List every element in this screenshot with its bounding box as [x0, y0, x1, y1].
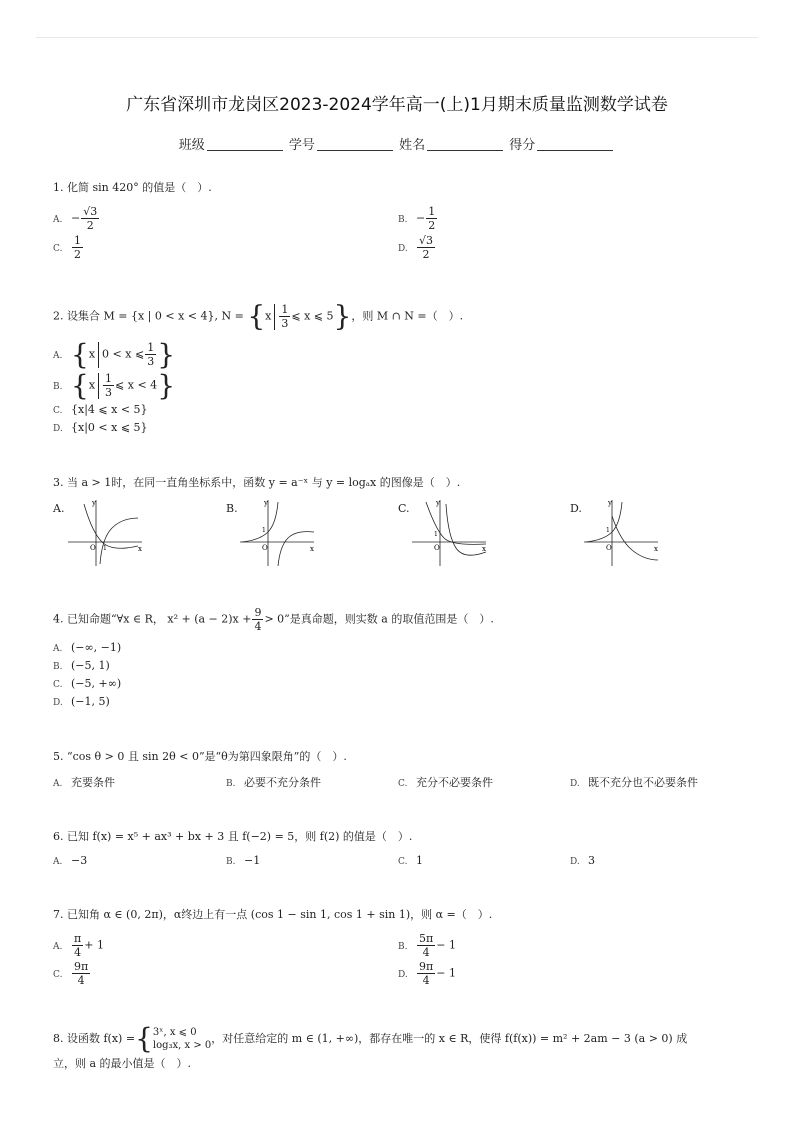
question-8-continued: 立，则 a 的最小值是（ ）.: [53, 1057, 192, 1070]
q4-option-d[interactable]: D. (−1, 5): [53, 695, 110, 708]
name-blank[interactable]: [427, 140, 503, 151]
question-3: 3. 当 a > 1时，在同一直角坐标系中，函数 y = a⁻ˣ 与 y = logₐx 的图像是（ ）.: [53, 476, 461, 489]
q4-option-b[interactable]: B. (−5, 1): [53, 659, 110, 672]
q6-option-a[interactable]: A. −3: [53, 854, 88, 867]
q7-option-d[interactable]: D. $\frac{9\pi}{4}$ − 1: [398, 960, 456, 987]
q3-a-y-label: y: [92, 499, 96, 507]
q6-option-b[interactable]: B. −1: [226, 854, 261, 867]
q3-a-x-label: x: [138, 545, 142, 553]
q3-a-origin-label: O: [90, 544, 96, 552]
question-2: 2. 设集合 M = {x | 0 < x < 4}, N = {x $\frac{1}{3}$ ⩽ x ⩽ 5}，则 M ∩ N =（ ）.: [53, 299, 464, 333]
id-blank[interactable]: [317, 140, 393, 151]
score-label: 得分: [509, 138, 536, 153]
q3-graph-c[interactable]: [410, 496, 490, 568]
id-label: 学号: [288, 138, 315, 153]
q3-c-y-label: y: [436, 499, 440, 507]
q3-c-one-label: 1: [434, 531, 438, 538]
q3-c-origin-label: O: [434, 544, 440, 552]
q3-b-one-label: 1: [262, 527, 266, 534]
q3-b-x-label: x: [310, 545, 314, 553]
q3-option-d-label[interactable]: D.: [570, 502, 582, 515]
q1-option-c[interactable]: C. $\frac{1}{2}$: [53, 234, 81, 261]
class-label: 班级: [178, 138, 205, 153]
question-6: 6. 已知 f(x) = x⁵ + ax³ + bx + 3 且 f(−2) = 5，则 f(2) 的值是（ ）.: [53, 830, 413, 843]
question-7: 7. 已知角 α ∈ (0, 2π)，α终边上有一点 (cos 1 − sin 1, cos 1 + sin 1)，则 α =（ ）.: [53, 908, 493, 921]
q4-option-c[interactable]: C. (−5, +∞): [53, 677, 122, 690]
score-blank[interactable]: [537, 140, 613, 151]
q3-d-y-label: y: [608, 499, 612, 507]
q3-option-b-label[interactable]: B.: [226, 502, 238, 515]
exam-title: 广东省深圳市龙岗区2023-2024学年高一(上)1月期末质量监测数学试卷: [126, 95, 668, 115]
q5-option-d[interactable]: D. 既不充分也不必要条件: [570, 776, 698, 789]
question-5: 5. “cos θ > 0 且 sin 2θ < 0”是“θ为第四象限角”的（ ）.: [53, 750, 347, 763]
q5-option-a[interactable]: A. 充要条件: [53, 776, 115, 789]
q3-option-a-label[interactable]: A.: [53, 502, 65, 515]
q7-option-a[interactable]: A. $\frac{\pi}{4}$ + 1: [53, 932, 104, 959]
q3-b-y-label: y: [264, 499, 268, 507]
q5-option-c[interactable]: C. 充分不必要条件: [398, 776, 493, 789]
q3-d-x-label: x: [654, 545, 658, 553]
q3-graph-d[interactable]: [582, 496, 662, 568]
q1-option-d[interactable]: D. $\frac{√3}{2}$: [398, 234, 434, 261]
q3-b-origin-label: O: [262, 544, 268, 552]
q3-graph-a[interactable]: [66, 496, 146, 568]
q3-a-one-label: 1: [103, 545, 107, 552]
q1-option-b[interactable]: B. − $\frac{1}{2}$: [398, 205, 436, 232]
q7-option-b[interactable]: B. $\frac{5\pi}{4}$ − 1: [398, 932, 456, 959]
q3-option-c-label[interactable]: C.: [398, 502, 410, 515]
question-8: 8. 设函数 f(x) ={ 3ˣ, x ⩽ 0 log₃x, x > 0 ，对任意给定的 m ∈ (1, +∞)，都存在唯一的 x ∈ R，使得 f(f(x)) = m² + 2am − 3 (a > 0) 成: [53, 1022, 688, 1055]
q2-option-a[interactable]: A. {x 0 < x ⩽ $\frac{1}{3}$ }: [53, 338, 176, 371]
q1-option-a[interactable]: A. − $\frac{√3}{2}$: [53, 205, 98, 232]
name-label: 姓名: [399, 138, 426, 153]
q2-option-c[interactable]: C. {x|4 ⩽ x < 5}: [53, 403, 148, 416]
q3-c-x-label: x: [482, 545, 486, 553]
q2-option-d[interactable]: D. {x|0 < x ⩽ 5}: [53, 421, 148, 434]
q2-option-b[interactable]: B. {x $\frac{1}{3}$ ⩽ x < 4}: [53, 369, 176, 402]
question-4: 4. 已知命题“∀x ∈ R， x² + (a − 2)x + $\frac{9}{4}$ > 0”是真命题，则实数 a 的取值范围是（ ）.: [53, 606, 494, 633]
student-info-line: [0, 134, 794, 153]
q4-option-a[interactable]: A. (−∞, −1): [53, 641, 122, 654]
top-rule: [36, 37, 758, 38]
q3-d-one-label: 1: [606, 527, 610, 534]
q5-option-b[interactable]: B. 必要不充分条件: [226, 776, 321, 789]
class-blank[interactable]: [207, 140, 283, 151]
q6-option-d[interactable]: D. 3: [570, 854, 595, 867]
q7-option-c[interactable]: C. $\frac{9\pi}{4}$: [53, 960, 89, 987]
q6-option-c[interactable]: C. 1: [398, 854, 423, 867]
q3-d-origin-label: O: [606, 544, 612, 552]
question-1: 1. 化简 sin 420° 的值是（ ）.: [53, 181, 212, 194]
q3-graph-b[interactable]: [238, 496, 318, 568]
